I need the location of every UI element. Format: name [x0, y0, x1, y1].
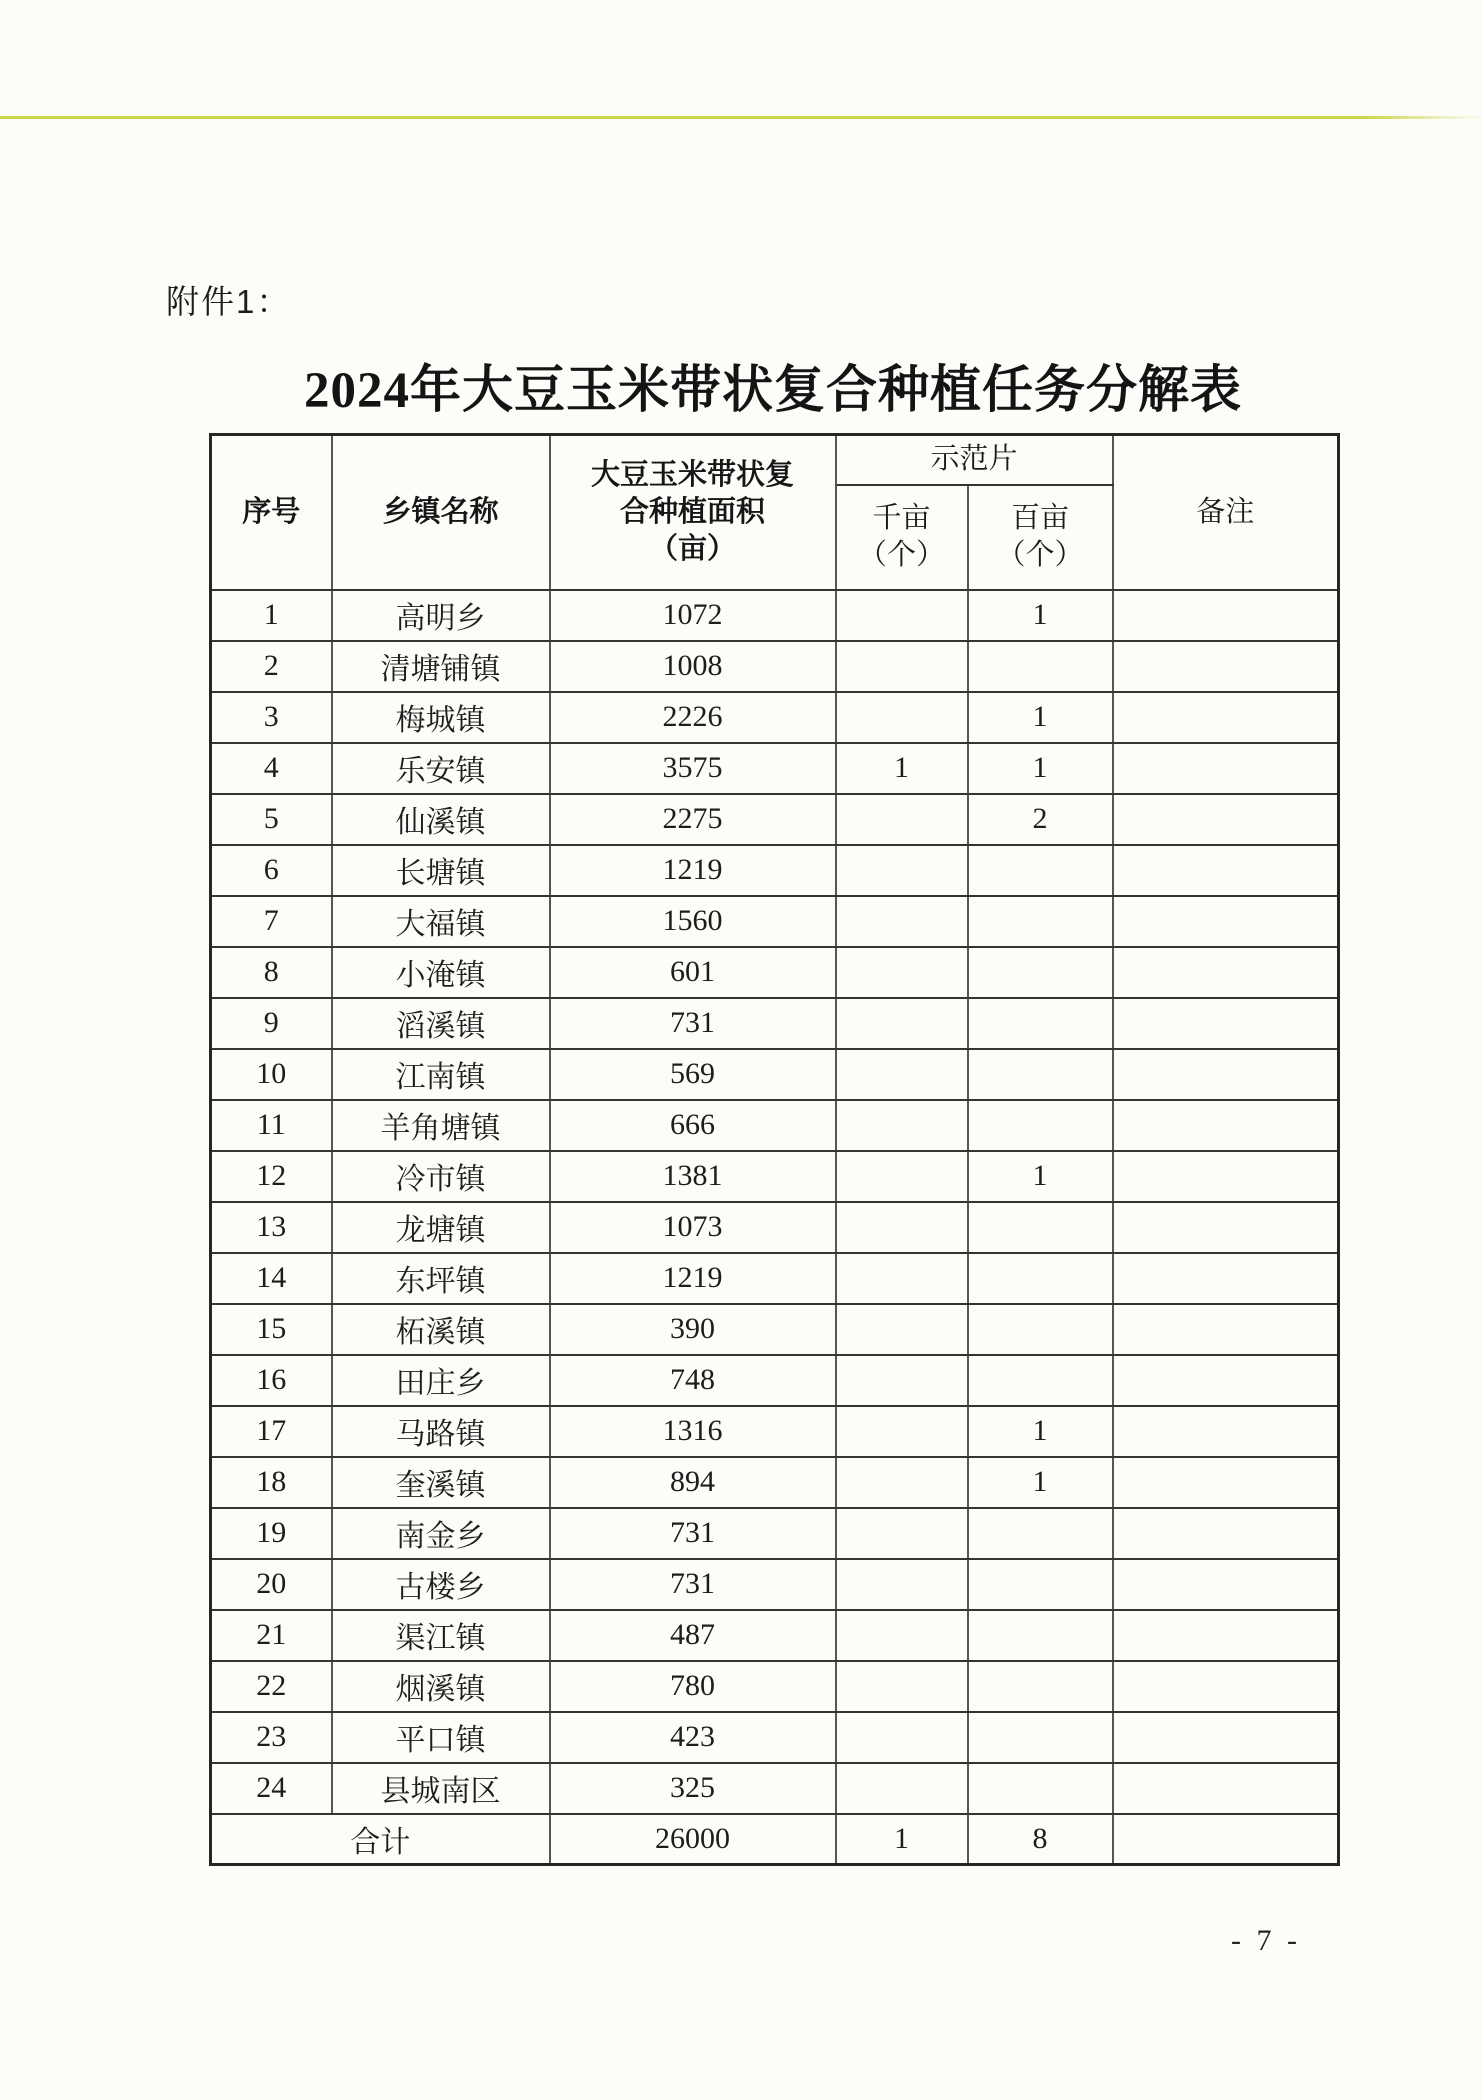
cell-qianmu	[836, 1304, 968, 1355]
cell-no: 4	[211, 743, 332, 794]
cell-baimu	[968, 1253, 1113, 1304]
cell-qianmu	[836, 998, 968, 1049]
cell-area: 325	[550, 1763, 836, 1814]
cell-area: 569	[550, 1049, 836, 1100]
cell-no: 8	[211, 947, 332, 998]
cell-town: 江南镇	[332, 1049, 550, 1100]
cell-remark	[1113, 743, 1339, 794]
table-row	[211, 590, 1339, 641]
top-accent-line	[0, 116, 1482, 119]
cell-baimu	[968, 1355, 1113, 1406]
cell-qianmu	[836, 896, 968, 947]
cell-town: 长塘镇	[332, 845, 550, 896]
header-remark: 备注	[1113, 435, 1339, 590]
page-number: - 7 -	[1231, 1924, 1301, 1957]
cell-no: 18	[211, 1457, 332, 1508]
cell-town: 渠江镇	[332, 1610, 550, 1661]
cell-qianmu	[836, 692, 968, 743]
cell-no: 13	[211, 1202, 332, 1253]
cell-qianmu	[836, 1151, 968, 1202]
cell-baimu: 2	[968, 794, 1113, 845]
cell-remark	[1113, 1610, 1339, 1661]
cell-no: 11	[211, 1100, 332, 1151]
table-row	[211, 794, 1339, 845]
cell-baimu: 1	[968, 590, 1113, 641]
cell-area: 731	[550, 1508, 836, 1559]
cell-qianmu	[836, 1253, 968, 1304]
cell-baimu: 1	[968, 743, 1113, 794]
cell-qianmu	[836, 845, 968, 896]
cell-remark	[1113, 1712, 1339, 1763]
cell-qianmu	[836, 1202, 968, 1253]
cell-no: 23	[211, 1712, 332, 1763]
cell-qianmu: 1	[836, 743, 968, 794]
cell-no: 5	[211, 794, 332, 845]
table-row	[211, 1049, 1339, 1100]
header-area-line3: （亩）	[648, 532, 736, 565]
cell-no: 14	[211, 1253, 332, 1304]
cell-town: 烟溪镇	[332, 1661, 550, 1712]
cell-baimu	[968, 1049, 1113, 1100]
cell-no: 7	[211, 896, 332, 947]
cell-town: 仙溪镇	[332, 794, 550, 845]
cell-remark	[1113, 1049, 1339, 1100]
cell-area: 1381	[550, 1151, 836, 1202]
cell-baimu	[968, 1304, 1113, 1355]
cell-town: 平口镇	[332, 1712, 550, 1763]
cell-remark	[1113, 947, 1339, 998]
cell-remark	[1113, 590, 1339, 641]
table-row	[211, 1763, 1339, 1814]
table-row	[211, 1151, 1339, 1202]
cell-baimu	[968, 1610, 1113, 1661]
cell-remark	[1113, 1763, 1339, 1814]
header-area-line1: 大豆玉米带状复	[590, 458, 794, 491]
cell-remark	[1113, 1151, 1339, 1202]
cell-remark	[1113, 1304, 1339, 1355]
cell-qianmu	[836, 1559, 968, 1610]
cell-remark	[1113, 1355, 1339, 1406]
cell-town: 柘溪镇	[332, 1304, 550, 1355]
table-row	[211, 1610, 1339, 1661]
table-row	[211, 1712, 1339, 1763]
table-row	[211, 1559, 1339, 1610]
attachment-label: 附件1：	[166, 283, 292, 320]
cell-baimu	[968, 998, 1113, 1049]
cell-baimu: 1	[968, 692, 1113, 743]
cell-qianmu	[836, 1661, 968, 1712]
cell-area: 601	[550, 947, 836, 998]
cell-no: 12	[211, 1151, 332, 1202]
cell-no: 2	[211, 641, 332, 692]
cell-town: 县城南区	[332, 1763, 550, 1814]
table-row	[211, 998, 1339, 1049]
cell-town: 滔溪镇	[332, 998, 550, 1049]
total-qianmu: 1	[836, 1814, 968, 1865]
cell-area: 894	[550, 1457, 836, 1508]
cell-area: 423	[550, 1712, 836, 1763]
cell-area: 1560	[550, 896, 836, 947]
table-row	[211, 743, 1339, 794]
cell-baimu	[968, 1508, 1113, 1559]
table-row	[211, 1406, 1339, 1457]
cell-area: 748	[550, 1355, 836, 1406]
cell-remark	[1113, 641, 1339, 692]
table-row	[211, 692, 1339, 743]
cell-qianmu	[836, 1610, 968, 1661]
cell-town: 田庄乡	[332, 1355, 550, 1406]
header-qianmu-line2: （个）	[857, 539, 945, 571]
cell-qianmu	[836, 1049, 968, 1100]
table-row	[211, 896, 1339, 947]
cell-baimu	[968, 947, 1113, 998]
table-row	[211, 641, 1339, 692]
table-row	[211, 845, 1339, 896]
table-row	[211, 1457, 1339, 1508]
cell-no: 21	[211, 1610, 332, 1661]
cell-remark	[1113, 1253, 1339, 1304]
cell-no: 1	[211, 590, 332, 641]
header-demo-group: 示范片	[836, 435, 1113, 485]
cell-area: 2226	[550, 692, 836, 743]
cell-no: 17	[211, 1406, 332, 1457]
cell-remark	[1113, 1559, 1339, 1610]
header-no: 序号	[211, 435, 332, 590]
header-qianmu-line1: 千亩	[872, 502, 931, 534]
table-row	[211, 1661, 1339, 1712]
cell-town: 乐安镇	[332, 743, 550, 794]
cell-area: 1219	[550, 1253, 836, 1304]
cell-town: 清塘铺镇	[332, 641, 550, 692]
cell-qianmu	[836, 1712, 968, 1763]
cell-town: 马路镇	[332, 1406, 550, 1457]
cell-remark	[1113, 1406, 1339, 1457]
header-baimu-line1: 百亩	[1011, 502, 1070, 534]
cell-area: 1316	[550, 1406, 836, 1457]
cell-baimu	[968, 1763, 1113, 1814]
cell-no: 19	[211, 1508, 332, 1559]
task-breakdown-table	[209, 433, 1340, 1866]
cell-town: 冷市镇	[332, 1151, 550, 1202]
cell-baimu	[968, 1202, 1113, 1253]
cell-no: 3	[211, 692, 332, 743]
header-baimu-line2: （个）	[996, 539, 1084, 571]
cell-no: 9	[211, 998, 332, 1049]
cell-remark	[1113, 1661, 1339, 1712]
header-baimu	[968, 485, 1113, 590]
total-remark	[1113, 1814, 1339, 1865]
cell-remark	[1113, 845, 1339, 896]
cell-town: 大福镇	[332, 896, 550, 947]
cell-no: 24	[211, 1763, 332, 1814]
cell-qianmu	[836, 1355, 968, 1406]
cell-area: 780	[550, 1661, 836, 1712]
cell-town: 古楼乡	[332, 1559, 550, 1610]
cell-baimu	[968, 1559, 1113, 1610]
cell-town: 龙塘镇	[332, 1202, 550, 1253]
cell-no: 22	[211, 1661, 332, 1712]
table-row	[211, 1253, 1339, 1304]
cell-no: 15	[211, 1304, 332, 1355]
cell-town: 南金乡	[332, 1508, 550, 1559]
cell-area: 731	[550, 998, 836, 1049]
cell-remark	[1113, 692, 1339, 743]
cell-qianmu	[836, 641, 968, 692]
cell-baimu: 1	[968, 1457, 1113, 1508]
cell-no: 10	[211, 1049, 332, 1100]
cell-qianmu	[836, 1763, 968, 1814]
cell-remark	[1113, 1100, 1339, 1151]
cell-area: 487	[550, 1610, 836, 1661]
total-area: 26000	[550, 1814, 836, 1865]
total-baimu: 8	[968, 1814, 1113, 1865]
cell-remark	[1113, 794, 1339, 845]
cell-town: 小淹镇	[332, 947, 550, 998]
table-row	[211, 947, 1339, 998]
cell-area: 1008	[550, 641, 836, 692]
cell-no: 6	[211, 845, 332, 896]
cell-no: 20	[211, 1559, 332, 1610]
cell-area: 390	[550, 1304, 836, 1355]
cell-area: 1219	[550, 845, 836, 896]
cell-area: 2275	[550, 794, 836, 845]
cell-area: 1073	[550, 1202, 836, 1253]
table-row	[211, 1202, 1339, 1253]
cell-qianmu	[836, 947, 968, 998]
header-area	[550, 435, 836, 590]
cell-qianmu	[836, 590, 968, 641]
cell-town: 梅城镇	[332, 692, 550, 743]
cell-qianmu	[836, 1406, 968, 1457]
cell-qianmu	[836, 1457, 968, 1508]
cell-remark	[1113, 998, 1339, 1049]
table-row	[211, 1304, 1339, 1355]
table-row	[211, 1100, 1339, 1151]
total-label: 合计	[211, 1814, 550, 1865]
cell-baimu	[968, 1661, 1113, 1712]
table-row	[211, 1355, 1339, 1406]
cell-area: 731	[550, 1559, 836, 1610]
header-qianmu	[836, 485, 968, 590]
cell-remark	[1113, 1202, 1339, 1253]
cell-area: 3575	[550, 743, 836, 794]
cell-town: 奎溪镇	[332, 1457, 550, 1508]
cell-baimu	[968, 1100, 1113, 1151]
cell-baimu	[968, 845, 1113, 896]
cell-qianmu	[836, 1100, 968, 1151]
total-row	[211, 1814, 1339, 1865]
cell-town: 羊角塘镇	[332, 1100, 550, 1151]
table-body	[211, 590, 1339, 1814]
cell-town: 东坪镇	[332, 1253, 550, 1304]
cell-qianmu	[836, 1508, 968, 1559]
cell-remark	[1113, 1457, 1339, 1508]
cell-baimu	[968, 896, 1113, 947]
cell-baimu: 1	[968, 1406, 1113, 1457]
cell-area: 666	[550, 1100, 836, 1151]
cell-baimu	[968, 1712, 1113, 1763]
cell-qianmu	[836, 794, 968, 845]
page-title: 2024年大豆玉米带状复合种植任务分解表	[303, 363, 1242, 419]
cell-area: 1072	[550, 590, 836, 641]
header-town: 乡镇名称	[332, 435, 550, 590]
table-header	[211, 435, 1339, 590]
cell-baimu	[968, 641, 1113, 692]
cell-no: 16	[211, 1355, 332, 1406]
table-row	[211, 1508, 1339, 1559]
cell-town: 高明乡	[332, 590, 550, 641]
cell-baimu: 1	[968, 1151, 1113, 1202]
header-area-line2: 合种植面积	[619, 495, 765, 528]
cell-remark	[1113, 1508, 1339, 1559]
cell-remark	[1113, 896, 1339, 947]
